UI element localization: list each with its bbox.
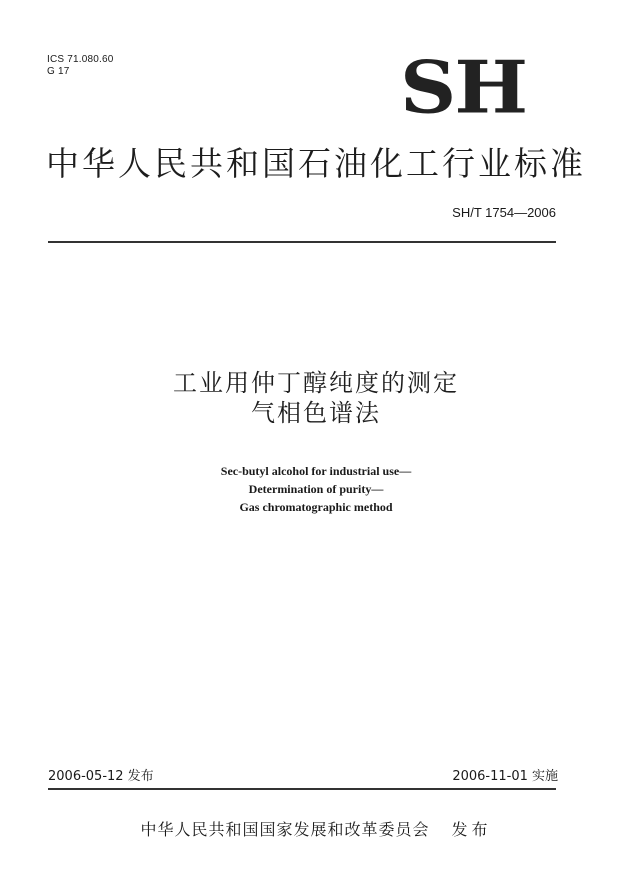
issuer-name: 中华人民共和国国家发展和改革委员会 xyxy=(140,820,430,839)
document-title-cn xyxy=(0,368,632,428)
issue-date: 2006-05-12 发布 xyxy=(48,769,154,784)
effective-date: 2006-11-01 实施 xyxy=(452,769,558,784)
standard-code: SH/T 1754—2006 xyxy=(452,205,556,220)
issuing-authority xyxy=(0,820,632,840)
title-cn-line-1: 工业用仲丁醇纯度的测定 xyxy=(173,369,459,397)
ics-code: ICS 71.080.60 xyxy=(47,54,114,65)
sh-logo: SH xyxy=(400,46,527,131)
bottom-divider xyxy=(48,788,556,790)
title-en-line-3: Gas chromatographic method xyxy=(239,500,393,514)
title-cn-line-2: 气相色谱法 xyxy=(251,399,381,427)
classification-block xyxy=(47,54,114,78)
standard-category-title: 中华人民共和国石油化工行业标准 xyxy=(46,144,586,183)
ccs-code: G 17 xyxy=(47,66,70,77)
top-divider xyxy=(48,241,556,243)
document-title-en xyxy=(0,462,632,516)
title-en-line-1: Sec-butyl alcohol for industrial use— xyxy=(220,464,412,478)
title-en-line-2: Determination of purity— xyxy=(248,482,384,496)
issuer-action: 发布 xyxy=(451,820,492,839)
